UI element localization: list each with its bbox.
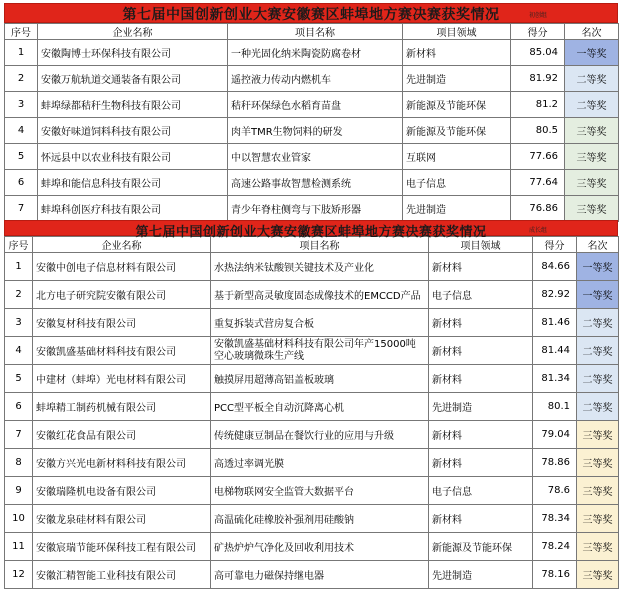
company-name: 安徽陶博士环保科技有限公司 (38, 40, 228, 66)
project-field: 电子信息 (429, 281, 533, 309)
header-rank: 名次 (565, 24, 619, 40)
award-badge: 三等奖 (565, 144, 619, 170)
score-value: 78.34 (533, 505, 577, 533)
table-row (5, 196, 619, 222)
row-number: 12 (5, 561, 33, 589)
score-value: 78.86 (533, 449, 577, 477)
table-row (5, 118, 619, 144)
project-field: 先进制造 (403, 66, 511, 92)
award-badge: 二等奖 (577, 365, 619, 393)
results-table-startup (4, 3, 618, 222)
score-value: 76.86 (511, 196, 565, 222)
header-no: 序号 (5, 237, 33, 253)
project-name: 中以智慧农业管家 (228, 144, 403, 170)
project-name: 传统健康豆制品在餐饮行业的应用与升级 (211, 421, 429, 449)
row-number: 9 (5, 477, 33, 505)
project-field: 新材料 (429, 365, 533, 393)
award-badge: 一等奖 (577, 253, 619, 281)
score-value: 81.2 (511, 92, 565, 118)
table-row (5, 365, 619, 393)
table-row (5, 170, 619, 196)
company-name: 安徽凯盛基础材料科技有限公司 (33, 337, 211, 365)
award-badge: 一等奖 (577, 281, 619, 309)
project-field: 新材料 (429, 253, 533, 281)
group-note: 初创组 (528, 12, 547, 19)
table-row (5, 421, 619, 449)
score-value: 84.66 (533, 253, 577, 281)
award-badge: 二等奖 (565, 92, 619, 118)
project-name: 遥控液力传动内燃机车 (228, 66, 403, 92)
row-number: 1 (5, 253, 33, 281)
header-score: 得分 (511, 24, 565, 40)
results-table (4, 23, 619, 222)
project-name: 水热法纳米钛酸钡关键技术及产业化 (211, 253, 429, 281)
project-field: 新能源及节能环保 (429, 533, 533, 561)
company-name: 安徽汇精智能工业科技有限公司 (33, 561, 211, 589)
award-badge: 三等奖 (577, 505, 619, 533)
project-field: 新材料 (429, 505, 533, 533)
score-value: 81.34 (533, 365, 577, 393)
row-number: 11 (5, 533, 33, 561)
award-badge: 三等奖 (577, 477, 619, 505)
row-number: 2 (5, 66, 38, 92)
project-field: 新材料 (429, 421, 533, 449)
header-score: 得分 (533, 237, 577, 253)
row-number: 10 (5, 505, 33, 533)
project-field: 新能源及节能环保 (403, 92, 511, 118)
project-name: 肉羊TMR生物饲料的研发 (228, 118, 403, 144)
company-name: 安徽宸瑞节能环保科技工程有限公司 (33, 533, 211, 561)
project-name: 高透过率调光膜 (211, 449, 429, 477)
table-row (5, 66, 619, 92)
award-badge: 三等奖 (565, 196, 619, 222)
award-badge: 三等奖 (577, 449, 619, 477)
row-number: 4 (5, 118, 38, 144)
row-number: 5 (5, 365, 33, 393)
table-row (5, 533, 619, 561)
score-value: 77.66 (511, 144, 565, 170)
project-name: 矿热炉炉气净化及回收利用技术 (211, 533, 429, 561)
company-name: 中建材（蚌埠）光电材料有限公司 (33, 365, 211, 393)
header-rank: 名次 (577, 237, 619, 253)
row-number: 1 (5, 40, 38, 66)
score-value: 81.46 (533, 309, 577, 337)
score-value: 79.04 (533, 421, 577, 449)
project-field: 新材料 (429, 449, 533, 477)
company-name: 安徽万航轨道交通装备有限公司 (38, 66, 228, 92)
row-number: 8 (5, 449, 33, 477)
header-project: 项目名称 (228, 24, 403, 40)
award-badge: 三等奖 (577, 421, 619, 449)
row-number: 6 (5, 393, 33, 421)
score-value: 81.92 (511, 66, 565, 92)
header-row (5, 24, 619, 40)
row-number: 7 (5, 421, 33, 449)
award-badge: 二等奖 (577, 393, 619, 421)
company-name: 安徽龙泉硅材料有限公司 (33, 505, 211, 533)
project-field: 新材料 (403, 40, 511, 66)
company-name: 安徽瑞隆机电设备有限公司 (33, 477, 211, 505)
table-row (5, 253, 619, 281)
score-value: 77.64 (511, 170, 565, 196)
project-name: 重复拆装式营房复合板 (211, 309, 429, 337)
score-value: 80.1 (533, 393, 577, 421)
company-name: 安徽好味道饲料科技有限公司 (38, 118, 228, 144)
project-name: 青少年脊柱侧弯与下肢矫形器 (228, 196, 403, 222)
score-value: 78.24 (533, 533, 577, 561)
table-row (5, 337, 619, 365)
project-name: 高温硫化硅橡胶补强剂用硅酸钠 (211, 505, 429, 533)
table-row (5, 281, 619, 309)
award-badge: 三等奖 (565, 170, 619, 196)
row-number: 5 (5, 144, 38, 170)
award-badge: 二等奖 (577, 337, 619, 365)
project-name: PCC型平板全自动沉降离心机 (211, 393, 429, 421)
award-badge: 二等奖 (577, 309, 619, 337)
table-row (5, 477, 619, 505)
table-title: 第七届中国创新创业大赛安徽赛区蚌埠地方赛决赛获奖情况 (135, 225, 487, 240)
award-badge: 一等奖 (565, 40, 619, 66)
table-row (5, 449, 619, 477)
project-name: 安徽凯盛基础材料科技有限公司年产15000吨空心玻璃微珠生产线 (211, 337, 429, 365)
score-value: 78.16 (533, 561, 577, 589)
company-name: 安徽方兴光电新材料科技有限公司 (33, 449, 211, 477)
project-field: 电子信息 (429, 477, 533, 505)
score-value: 80.5 (511, 118, 565, 144)
row-number: 7 (5, 196, 38, 222)
table-row (5, 309, 619, 337)
table-row (5, 561, 619, 589)
header-field: 项目领域 (429, 237, 533, 253)
project-field: 先进制造 (429, 561, 533, 589)
row-number: 4 (5, 337, 33, 365)
header-no: 序号 (5, 24, 38, 40)
score-value: 78.6 (533, 477, 577, 505)
results-table (4, 236, 619, 589)
table-row (5, 505, 619, 533)
project-field: 新材料 (429, 337, 533, 365)
project-name: 高速公路事故智慧检测系统 (228, 170, 403, 196)
row-number: 6 (5, 170, 38, 196)
group-note: 成长组 (528, 227, 547, 234)
header-company: 企业名称 (38, 24, 228, 40)
project-field: 新能源及节能环保 (403, 118, 511, 144)
table-row (5, 144, 619, 170)
project-field: 先进制造 (429, 393, 533, 421)
company-name: 蚌埠精工制药机械有限公司 (33, 393, 211, 421)
company-name: 安徽复材科技有限公司 (33, 309, 211, 337)
project-name: 高可靠电力磁保持继电器 (211, 561, 429, 589)
row-number: 3 (5, 309, 33, 337)
results-table-growth (4, 220, 618, 589)
award-badge: 三等奖 (565, 118, 619, 144)
company-name: 蚌埠科创医疗科技有限公司 (38, 196, 228, 222)
company-name: 蚌埠绿都秸秆生物科技有限公司 (38, 92, 228, 118)
row-number: 2 (5, 281, 33, 309)
score-value: 85.04 (511, 40, 565, 66)
award-badge: 二等奖 (565, 66, 619, 92)
project-name: 电梯物联网安全监管大数据平台 (211, 477, 429, 505)
company-name: 安徽中创电子信息材料有限公司 (33, 253, 211, 281)
company-name: 蚌埠和能信息科技有限公司 (38, 170, 228, 196)
table-row (5, 92, 619, 118)
table-title-bar (4, 3, 618, 23)
header-field: 项目领域 (403, 24, 511, 40)
project-name: 秸秆环保绿色水稻育苗盘 (228, 92, 403, 118)
company-name: 安徽红花食品有限公司 (33, 421, 211, 449)
row-number: 3 (5, 92, 38, 118)
table-row (5, 40, 619, 66)
award-badge: 三等奖 (577, 533, 619, 561)
project-name: 基于新型高灵敏度固态成像技术的EMCCD产品 (211, 281, 429, 309)
table-row (5, 393, 619, 421)
project-name: 触摸屏用超薄高铝盖板玻璃 (211, 365, 429, 393)
company-name: 怀远县中以农业科技有限公司 (38, 144, 228, 170)
project-name: 一种光固化纳米陶瓷防腐卷材 (228, 40, 403, 66)
company-name: 北方电子研究院安徽有限公司 (33, 281, 211, 309)
header-company: 企业名称 (33, 237, 211, 253)
header-project: 项目名称 (211, 237, 429, 253)
project-field: 互联网 (403, 144, 511, 170)
project-field: 新材料 (429, 309, 533, 337)
award-badge: 三等奖 (577, 561, 619, 589)
table-title-bar (4, 220, 618, 240)
table-title: 第七届中国创新创业大赛安徽赛区蚌埠地方赛决赛获奖情况 (122, 7, 500, 23)
score-value: 82.92 (533, 281, 577, 309)
score-value: 81.44 (533, 337, 577, 365)
project-field: 先进制造 (403, 196, 511, 222)
project-field: 电子信息 (403, 170, 511, 196)
